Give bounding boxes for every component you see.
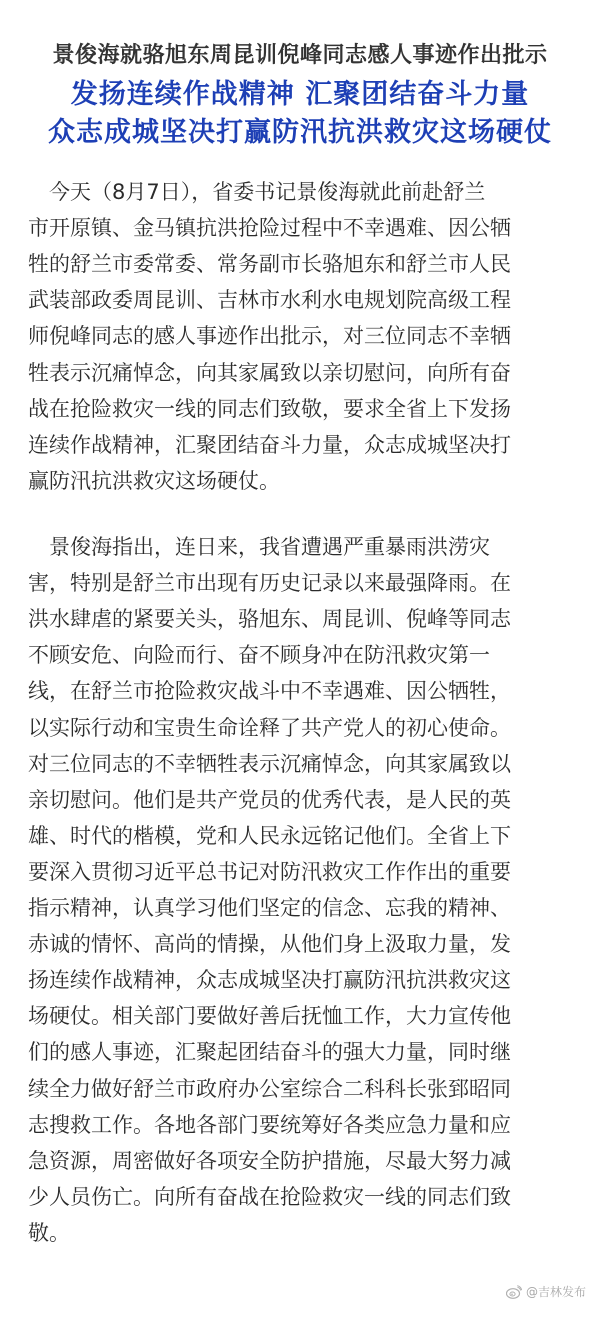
body-text-line: 不顾安危、向险而行、奋不顾身冲在防汛救灾第一 bbox=[28, 643, 490, 668]
headline-line-1: 发扬连续作战精神 汇聚团结奋斗力量 bbox=[70, 79, 530, 110]
article-kicker: 景俊海就骆旭东周昆训倪峰同志感人事迹作出批示 bbox=[52, 42, 548, 68]
body-text-line: 志搜救工作。各地各部门要统筹好各类应急力量和应 bbox=[28, 1112, 511, 1137]
body-text-line: 师倪峰同志的感人事迹作出批示，对三位同志不幸牺 bbox=[28, 324, 511, 349]
body-text-line: 续全力做好舒兰市政府办公室综合二科科长张郅昭同 bbox=[28, 1076, 511, 1101]
body-text-line: 敬。 bbox=[28, 1220, 70, 1245]
body-text-line: 今天（8月7日），省委书记景俊海就此前赴舒兰 bbox=[28, 180, 486, 204]
body-text-line: 线，在舒兰市抢险救灾战斗中不幸遇难、因公牺牲， bbox=[28, 679, 511, 704]
body-text-line: 连续作战精神，汇聚团结奋斗力量，众志成城坚决打 bbox=[28, 432, 511, 457]
body-text-line: 洪水肆虐的紧要关头，骆旭东、周昆训、倪峰等同志 bbox=[28, 607, 511, 632]
body-text-line: 场硬仗。相关部门要做好善后抚恤工作，大力宣传他 bbox=[28, 1004, 511, 1029]
body-text-line: 牲表示沉痛悼念，向其家属致以亲切慰问，向所有奋 bbox=[28, 360, 511, 385]
body-text-line: 害，特别是舒兰市出现有历史记录以来最强降雨。在 bbox=[28, 571, 511, 596]
body-text-line: 市开原镇、金马镇抗洪抢险过程中不幸遇难、因公牺 bbox=[28, 216, 511, 241]
headline-line-2: 众志成城坚决打赢防汛抗洪救灾这场硬仗 bbox=[48, 117, 552, 148]
body-text-line: 赤诚的情怀、高尚的情操，从他们身上汲取力量，发 bbox=[28, 932, 511, 957]
weibo-icon bbox=[506, 1285, 522, 1299]
source-watermark bbox=[506, 1283, 586, 1300]
body-text-line: 赢防汛抗洪救灾这场硬仗。 bbox=[28, 468, 280, 493]
body-text-line: 景俊海指出，连日来，我省遭遇严重暴雨洪涝灾 bbox=[28, 535, 490, 559]
body-text-line: 以实际行动和宝贵生命诠释了共产党人的初心使命。 bbox=[28, 715, 511, 740]
body-text-line: 亲切慰问。他们是共产党员的优秀代表，是人民的英 bbox=[28, 787, 511, 812]
body-text-line: 雄、时代的楷模，党和人民永远铭记他们。全省上下 bbox=[28, 823, 511, 848]
body-text-line: 战在抢险救灾一线的同志们致敬，要求全省上下发扬 bbox=[28, 396, 511, 421]
watermark-text: @吉林发布 bbox=[525, 1285, 586, 1299]
body-text-line: 要深入贯彻习近平总书记对防汛救灾工作作出的重要 bbox=[28, 859, 511, 884]
body-text-line: 少人员伤亡。向所有奋战在抢险救灾一线的同志们致 bbox=[28, 1184, 511, 1209]
body-text-line: 急资源，周密做好各项安全防护措施，尽最大努力减 bbox=[28, 1148, 511, 1173]
body-text-line: 指示精神，认真学习他们坚定的信念、忘我的精神、 bbox=[28, 896, 511, 920]
body-text-line: 武装部政委周昆训、吉林市水利水电规划院高级工程 bbox=[28, 288, 511, 313]
body-text-line: 牲的舒兰市委常委、常务副市长骆旭东和舒兰市人民 bbox=[28, 252, 511, 277]
body-text-line: 们的感人事迹，汇聚起团结奋斗的强大力量，同时继 bbox=[28, 1040, 511, 1065]
body-text-line: 扬连续作战精神，众志成城坚决打赢防汛抗洪救灾这 bbox=[28, 968, 511, 993]
body-text-line: 对三位同志的不幸牺牲表示沉痛悼念，向其家属致以 bbox=[28, 751, 511, 776]
